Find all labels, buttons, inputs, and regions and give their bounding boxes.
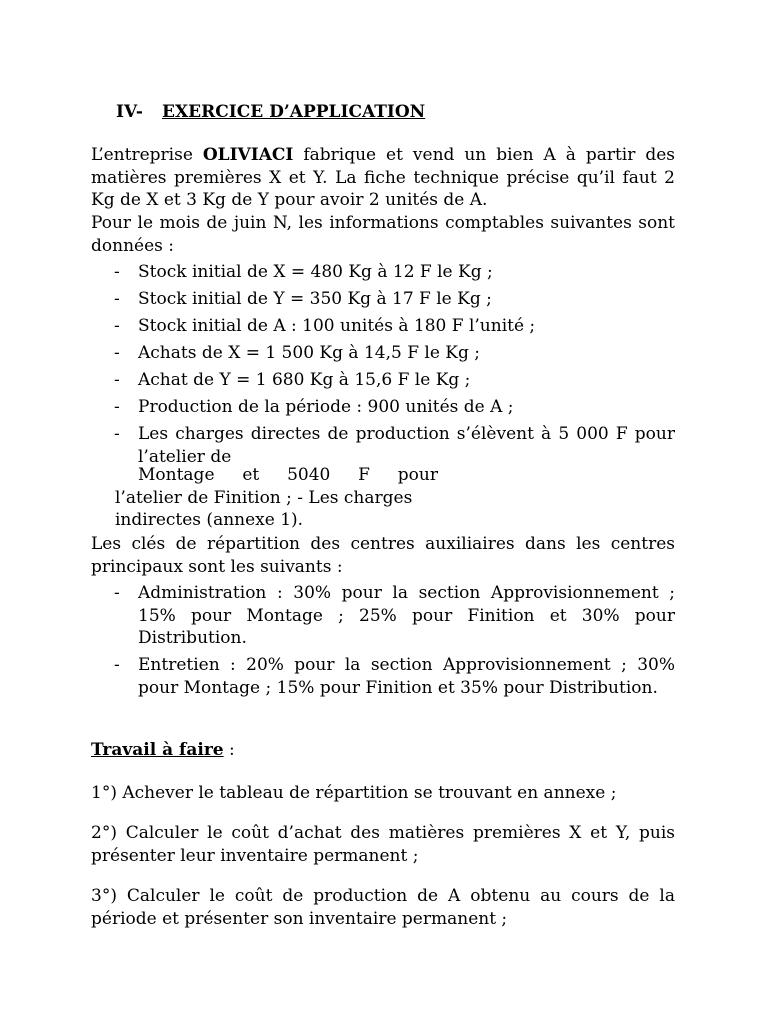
list-item: - Production de la période : 900 unités de A ; <box>91 396 675 419</box>
word: Montage <box>138 465 215 485</box>
question-2: 2°) Calculer le coût d’achat des matières premières X et Y, puis présenter leur inventaire permanent ; <box>91 823 675 866</box>
cles-list <box>91 582 675 699</box>
list-item: - Achats de X = 1 500 Kg à 14,5 F le Kg ; <box>91 342 675 365</box>
travail-heading <box>91 739 675 762</box>
question-3: 3°) Calculer le coût de production de A obtenu au cours de la période et présenter son inventaire permanent ; <box>91 886 675 929</box>
list-item: - Achat de Y = 1 680 Kg à 15,6 F le Kg ; <box>91 369 675 392</box>
list-item: - Administration : 30% pour la section Approvisionnement ; 15% pour Montage ; 25% pour Finition et 30% pour Distribution. <box>91 582 675 650</box>
intro-paragraph <box>91 144 675 212</box>
charges-line-3: indirectes (annexe 1). <box>115 510 304 530</box>
charges-continuation <box>91 464 675 532</box>
intro-rest: fabrique et vend un bien A à partir des matières premières X et Y. La fiche technique précise qu’il faut 2 Kg de X et 3 Kg de Y pour avoir 2 unités de A. <box>91 145 675 210</box>
section-heading <box>116 101 425 124</box>
info-intro: Pour le mois de juin N, les informations comptables suivantes sont données : <box>91 213 675 256</box>
list-item: - Stock initial de A : 100 unités à 180 F l’unité ; <box>91 315 675 338</box>
charges-line-2: l’atelier de Finition ; - Les charges <box>115 487 413 508</box>
data-list <box>91 261 675 468</box>
word: et <box>242 465 260 485</box>
charges-line-1 <box>138 464 438 487</box>
cles-intro: Les clés de répartition des centres auxiliaires dans les centres principaux sont les suivants : <box>91 534 675 577</box>
list-item: - Les charges directes de production s’élèvent à 5 000 F pour l’atelier de <box>91 423 675 468</box>
section-number: IV- <box>116 102 143 122</box>
travail-label: Travail à faire <box>91 740 224 760</box>
word: 5040 <box>287 465 331 485</box>
list-item: - Stock initial de X = 480 Kg à 12 F le Kg ; <box>91 261 675 284</box>
section-title: EXERCICE D’APPLICATION <box>162 102 426 122</box>
question-1: 1°) Achever le tableau de répartition se trouvant en annexe ; <box>91 783 617 803</box>
travail-suffix: : <box>223 740 235 760</box>
list-item: - Entretien : 20% pour la section Approvisionnement ; 30% pour Montage ; 15% pour Finition et 35% pour Distribution. <box>91 654 675 699</box>
company-name: OLIVIACI <box>202 145 294 165</box>
list-item: - Stock initial de Y = 350 Kg à 17 F le Kg ; <box>91 288 675 311</box>
word: F <box>358 465 370 485</box>
word: pour <box>397 465 438 485</box>
intro-prefix: L’entreprise <box>91 145 203 165</box>
